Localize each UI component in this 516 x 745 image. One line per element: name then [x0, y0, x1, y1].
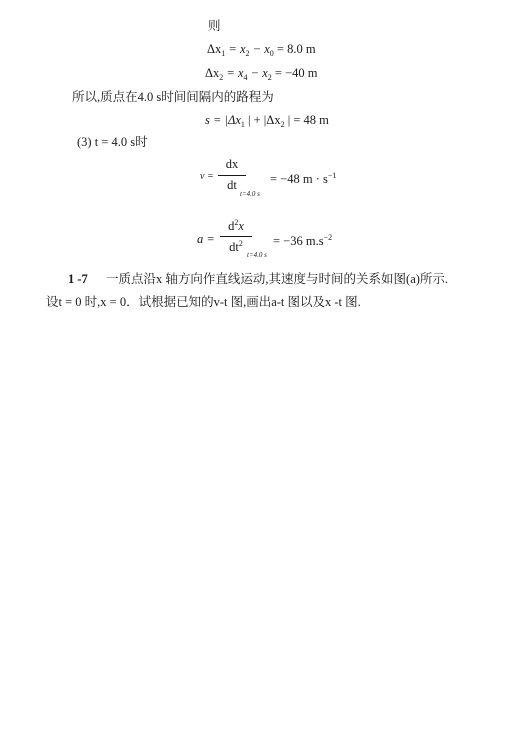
- equation-delta-x1: $\Delta x_1 = x_2 - x_0 = 8.0$ m: [207, 42, 316, 58]
- acceleration-condition: t=4.0 s: [247, 251, 267, 259]
- equation-delta-x2: $\Delta x_2 = x_4 - x_2 = -40$ m: [205, 66, 318, 82]
- velocity-fraction-bar: [218, 175, 246, 176]
- velocity-numerator: dx: [225, 157, 239, 171]
- problem-1-7-line2: 设t = 0 时,x = 0．试根据已知的v-t 图,画出a-t 图以及x -t 图.: [46, 295, 361, 309]
- velocity-condition: t=4.0 s: [240, 190, 260, 198]
- part-3-label: (3) t = 4.0 s时: [77, 135, 148, 149]
- acceleration-denominator: $dt^2$: [229, 239, 243, 254]
- acceleration-lhs: a =: [197, 232, 215, 246]
- acceleration-fraction-bar: [220, 236, 252, 237]
- path-length-text: 所以,质点在4.0 s时间间隔内的路程为: [72, 90, 274, 104]
- acceleration-numerator: $d^2x$: [228, 218, 244, 233]
- problem-1-7-line1: 1 -7 一质点沿x 轴方向作直线运动,其速度与时间的关系如图(a)所示.: [68, 272, 449, 286]
- then-text: 则: [208, 19, 221, 33]
- equation-path-length: $s = |\Delta x_1$ | + $|\Delta x_2$ | = 48 m: [205, 113, 329, 129]
- problem-number: 1 -7: [68, 272, 88, 286]
- velocity-denominator: dt: [227, 178, 237, 192]
- velocity-lhs: v =: [200, 171, 214, 182]
- acceleration-rhs: = −36 $m.s^{-2}$: [273, 233, 333, 248]
- velocity-rhs: = −48 $m \cdot s^{-1}$: [270, 171, 337, 186]
